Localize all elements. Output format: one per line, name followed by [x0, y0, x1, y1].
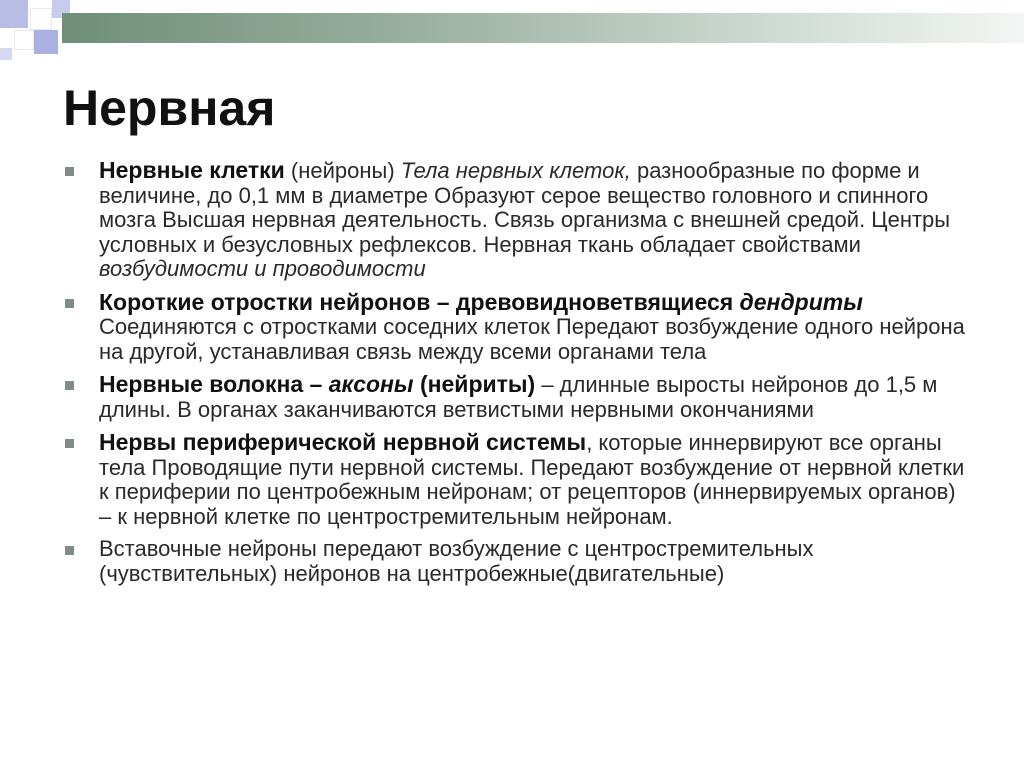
bullet-item-peripheral-nerves — [65, 430, 965, 529]
bullet-bold-italic-text: дендриты — [739, 288, 863, 315]
bullet-bold-text: Нервные клетки — [99, 157, 285, 183]
bullet-item-axons — [65, 372, 965, 422]
square-bullet-icon — [65, 299, 74, 308]
decor-square — [0, 48, 12, 60]
bullet-list — [65, 158, 965, 586]
slide-content — [65, 158, 965, 594]
header-gradient-bar — [62, 13, 1024, 43]
bullet-item-nerve-cells — [65, 158, 965, 282]
bullet-bold-text: Нервные волокна – — [99, 371, 329, 397]
bullet-bold-text: (нейриты) — [413, 371, 536, 397]
bullet-bold-text: Короткие отростки нейронов – древовидноветвящиеся — [99, 288, 740, 315]
bullet-text: Вставочные нейроны передают возбуждение с центростремительных (чувствительных) нейронов на центробежные(двигательные) — [99, 536, 814, 586]
bullet-text: разнообразные по форме и величине, до 0,1 мм в диаметре Образуют серое вещество головного и спинного мозга Высшая нервная деятельность. Связь организма с внешней средой. Центры условных и безусловных рефлексов. Нервная ткань обладает свойствами — [99, 158, 951, 257]
bullet-italic-text: Тела нервных клеток, — [400, 158, 631, 183]
bullet-bold-text: Нервы периферической нервной системы — [99, 429, 587, 455]
bullet-item-dendrites — [65, 290, 965, 365]
bullet-text: , которые иннервируют все органы тела Проводящие пути нервной системы. Передают возбуждение от нервной клетки к периферии по центробежным нейронам; от рецепторов (иннервируемых органов) – к нервной клетке по центростремительным нейронам. — [99, 430, 965, 529]
bullet-text: – длинные выросты нейронов до 1,5 м длины. В органах заканчиваются ветвистыми нервными окончаниями — [99, 372, 938, 422]
square-bullet-icon — [65, 167, 74, 176]
slide-title: Нервная — [63, 80, 276, 136]
decor-square — [14, 30, 34, 50]
bullet-bold-italic-text: аксоны — [328, 371, 414, 397]
decor-square — [0, 0, 28, 28]
bullet-item-interneurons — [65, 537, 965, 586]
square-bullet-icon — [65, 439, 74, 448]
decor-square — [34, 30, 58, 54]
bullet-text: (нейроны) — [284, 158, 401, 183]
bullet-italic-text: возбудимости и проводимости — [99, 256, 426, 281]
bullet-text: Соединяются с отростками соседних клеток Передают возбуждение одного нейрона на другой, устанавливая связь между всеми органами тела — [99, 314, 965, 364]
square-bullet-icon — [65, 546, 74, 555]
square-bullet-icon — [65, 381, 74, 390]
decor-square — [30, 8, 52, 30]
